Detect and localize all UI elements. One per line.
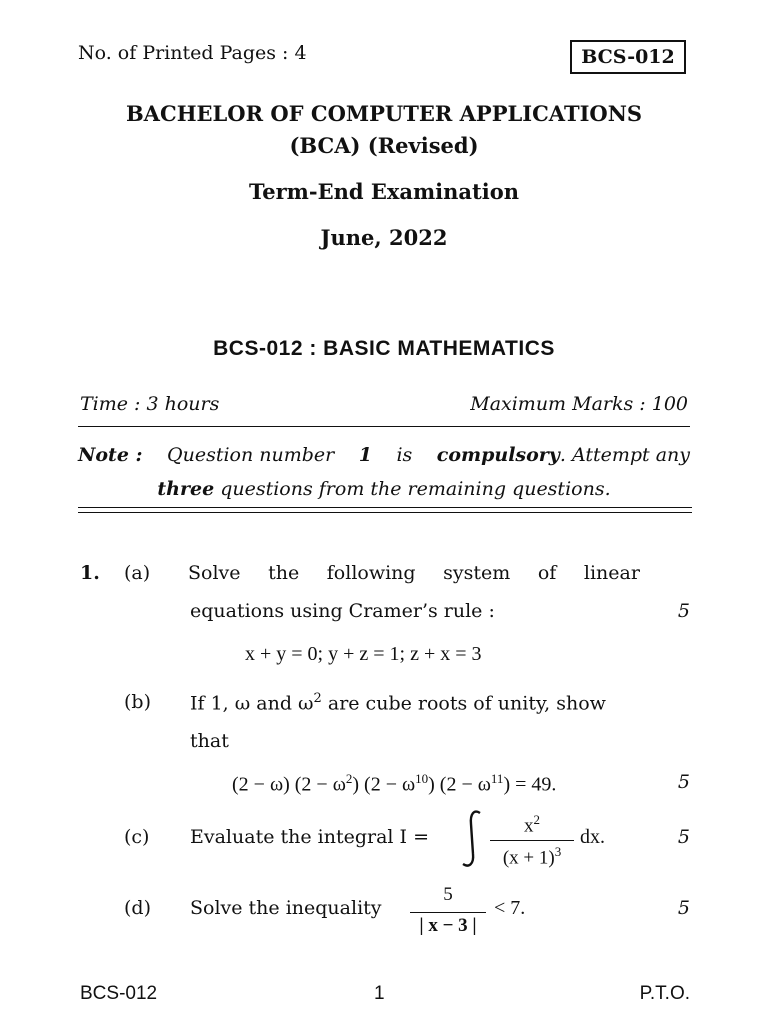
- fraction-numerator: 5: [443, 884, 453, 905]
- word: Solve: [188, 562, 241, 584]
- q1d-text: Solve the inequality: [190, 897, 382, 919]
- printed-pages-count: No. of Printed Pages : 4: [78, 42, 307, 64]
- q1c-marks: 5: [677, 826, 690, 848]
- fraction-numerator: [490, 812, 574, 837]
- note-text-is: is: [396, 444, 413, 466]
- q1a-equations: x + y = 0; y + z = 1; z + x = 3: [245, 643, 482, 665]
- exam-title: Term-End Examination: [248, 179, 519, 204]
- word: the: [268, 562, 300, 584]
- superscript: 2: [345, 771, 353, 786]
- question-number: 1.: [80, 562, 100, 584]
- course-code-box: BCS-012: [570, 40, 686, 74]
- degree-title: BACHELOR OF COMPUTER APPLICATIONS: [125, 101, 643, 126]
- q1b-text: If 1, ω and ω: [190, 692, 314, 715]
- q1b-text: are cube roots of unity, show: [321, 692, 606, 715]
- q1b-marks: 5: [677, 771, 690, 793]
- note-compulsory: compulsory: [436, 444, 560, 466]
- q1d-marks: 5: [677, 897, 690, 919]
- divider-double-bottom: [78, 512, 692, 513]
- eq-part: ) (2 − ω: [352, 773, 416, 796]
- fraction-bar: [410, 912, 486, 913]
- part-label-d: (d): [124, 897, 151, 919]
- maximum-marks: Maximum Marks : 100: [470, 393, 688, 415]
- subject-title: BCS-012 : BASIC MATHEMATICS: [213, 337, 555, 360]
- instructions-note: [78, 438, 690, 506]
- footer-code: BCS-012: [80, 983, 158, 1004]
- fraction-denominator: [490, 844, 574, 869]
- q1c-dx: dx.: [580, 826, 605, 848]
- time-allowed: Time : 3 hours: [80, 393, 220, 415]
- integral-sign-icon: [458, 808, 486, 870]
- q1b-text-line1: [190, 691, 606, 714]
- footer-page-number: 1: [374, 983, 385, 1004]
- q1d-tail: < 7.: [494, 897, 526, 919]
- part-label-b: (b): [124, 691, 151, 713]
- q1c-text: Evaluate the integral I =: [190, 826, 429, 848]
- part-label-c: (c): [124, 826, 150, 848]
- word: following: [326, 562, 416, 584]
- q1b-equation: [232, 771, 556, 797]
- footer-pto: P.T.O.: [639, 983, 690, 1004]
- eq-part: (2 − ω) (2 − ω: [232, 773, 346, 796]
- divider: [78, 426, 690, 427]
- q1a-marks: 5: [677, 600, 690, 622]
- q1a-text-line2: equations using Cramer’s rule :: [190, 600, 495, 622]
- note-text-attempt: . Attempt any: [559, 444, 690, 466]
- superscript: 2: [533, 812, 540, 827]
- denominator-text: (x + 1): [502, 847, 555, 869]
- superscript: 10: [415, 771, 429, 786]
- superscript: 11: [490, 771, 504, 786]
- fraction-denominator: | x − 3 |: [419, 915, 477, 936]
- eq-part: ) = 49.: [503, 773, 557, 796]
- note-text-question: Question number: [167, 444, 335, 466]
- eq-part: ) (2 − ω: [428, 773, 491, 796]
- word: of: [537, 562, 557, 584]
- q1b-text-line2: that: [190, 730, 229, 752]
- exam-date: June, 2022: [320, 225, 448, 250]
- note-label: Note :: [78, 444, 143, 466]
- superscript: 3: [554, 844, 562, 859]
- q1d-fraction: [410, 884, 486, 944]
- note-three: three: [157, 478, 215, 500]
- word: system: [443, 562, 511, 584]
- superscript: 2: [313, 691, 322, 706]
- q1c-fraction: [490, 812, 574, 872]
- note-text-rest: questions from the remaining questions.: [220, 478, 611, 500]
- q1a-text-line1: [188, 562, 640, 584]
- fraction-bar: [490, 840, 574, 841]
- program-title: (BCA) (Revised): [289, 133, 479, 158]
- divider-double-top: [78, 507, 692, 508]
- numerator-text: x: [524, 815, 534, 837]
- part-label-a: (a): [124, 562, 151, 584]
- note-question-number: 1: [358, 444, 372, 466]
- word: linear: [583, 562, 640, 584]
